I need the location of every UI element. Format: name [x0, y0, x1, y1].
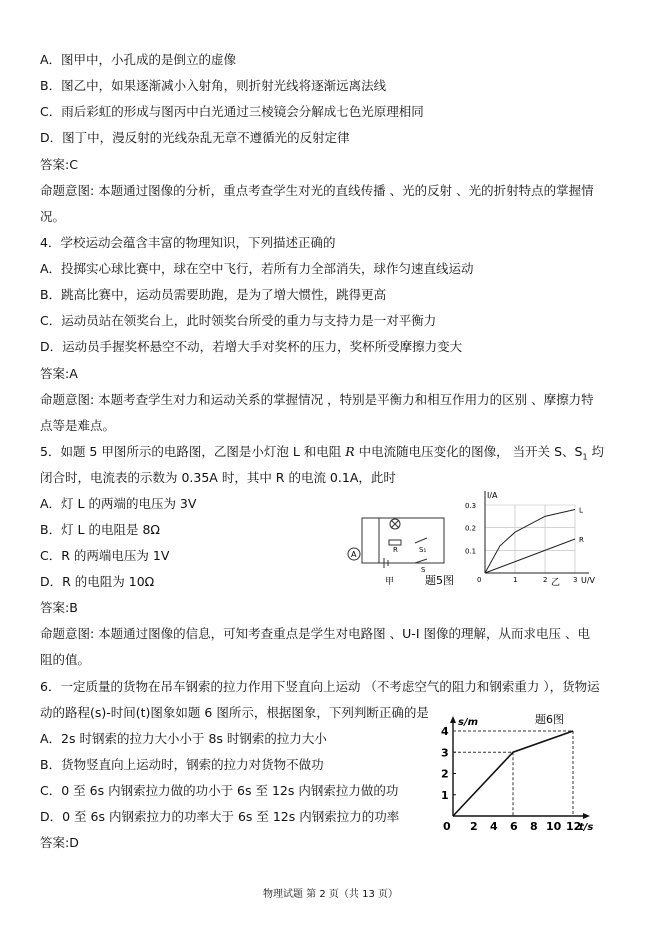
q6-stem-line2: 动的路程(s)-时间(t)图象如题 6 图所示，根据图象，下列判断正确的是	[40, 705, 429, 720]
y-tick-label: 3	[441, 746, 449, 760]
q5-stem-line2: 闭合时，电流表的示数为 0.35A 时，其中 R 的电流 0.1A，此时	[40, 470, 396, 485]
x-tick-label: 2	[470, 820, 478, 833]
circuit-outer-wire	[362, 518, 444, 563]
resistor-icon	[389, 540, 401, 545]
resistor-label: R	[393, 546, 398, 554]
q5-intent-line1: 命题意图: 本题通过图像的信息，可知考查重点是学生对电路图 、U-I 图像的理解，从而求电压 、电	[40, 626, 590, 641]
x-tick-label: 3	[573, 576, 578, 584]
x-tick-label: 4	[490, 820, 498, 833]
x-tick-label: 6	[510, 820, 518, 833]
q3-intent-line1: 命题意图: 本题通过图像的分析，重点考查学生对光的直线传播 、光的反射 、光的折射特点的掌握情	[40, 183, 594, 198]
x-axis-arrow	[583, 813, 590, 819]
x-tick-label: 1	[513, 576, 518, 584]
q3-option-d: D．图丁中，漫反射的光线杂乱无章不遵循光的反射定律	[40, 130, 350, 145]
x-tick-label: 0	[477, 576, 482, 584]
x-tick-label: 12	[566, 820, 582, 833]
q6-option-a: A．2s 时钢索的拉力大小小于 8s 时钢索的拉力大小	[40, 731, 327, 746]
figure-5-caption: 题5图	[425, 574, 454, 587]
series-L-line	[485, 510, 575, 573]
q6-option-b: B．货物竖直向上运动时，钢索的拉力对货物不做功	[40, 757, 324, 772]
x-axis-label: U/V	[581, 576, 596, 585]
y-tick-label: 1	[441, 788, 449, 802]
series-R-label: R	[579, 536, 584, 544]
q5-stem-r-symbol: R	[345, 444, 355, 459]
y-tick-label: 4	[441, 725, 449, 738]
q4-option-c: C．运动员站在领奖台上，此时领奖台所受的重力与支持力是一对平衡力	[40, 313, 437, 328]
switch1-label: S₁	[419, 546, 427, 554]
figure-6-caption: 题6图	[535, 713, 564, 726]
q5-intent-line2: 阻的值。	[40, 652, 91, 667]
q4-option-d: D．运动员手握奖杯悬空不动，若增大手对奖杯的压力，奖杯所受摩擦力变大	[40, 339, 463, 354]
q5-stem-line1	[40, 444, 604, 466]
q5-option-c: C．R 的两端电压为 1V	[40, 548, 170, 563]
q5-answer: 答案:B	[40, 600, 78, 615]
switch1-icon	[415, 538, 427, 543]
q6-answer: 答案:D	[40, 835, 79, 850]
q4-option-b: B．跳高比赛中，运动员需要助跑，是为了增大惯性，跳得更高	[40, 287, 387, 302]
circuit-diagram	[348, 518, 444, 568]
q4-option-a: A．投掷实心球比赛中，球在空中飞行，若所有力全部消失，球作匀速直线运动	[40, 261, 474, 276]
q3-option-c: C．雨后彩虹的形成与图丙中白光通过三棱镜会分解成七色光原理相同	[40, 104, 424, 119]
y-tick-label: 0.3	[465, 502, 477, 510]
ammeter-label: A	[351, 550, 357, 559]
q5-stem-subscript: 1	[582, 452, 588, 462]
q3-answer: 答案:C	[40, 157, 78, 172]
q6-stem-line1: 6．一定质量的货物在吊车钢索的拉力作用下竖直向上运动 （不考虑空气的阻力和钢索重力 ），货物运	[40, 679, 600, 694]
y-tick-label: 0.2	[465, 524, 477, 533]
y-axis-label: s/m	[458, 717, 479, 728]
q4-stem: 4．学校运动会蕴含丰富的物理知识，下列描述正确的	[40, 235, 336, 250]
y-tick-label: 2	[441, 767, 449, 781]
iu-graph	[465, 491, 596, 588]
switch-label: S	[421, 566, 426, 574]
q5-option-b: B．灯 L 的电阻是 8Ω	[40, 522, 160, 537]
figure-5	[335, 488, 610, 588]
series-L-label: L	[579, 506, 583, 515]
q4-intent-line2: 点等是难点。	[40, 418, 116, 433]
q5-stem-part2: 中电流随电压变化的图像， 当开关 S、S	[354, 444, 583, 459]
y-tick-label: 0.1	[465, 547, 477, 556]
q4-answer: 答案:A	[40, 366, 78, 381]
graph-caption: 乙	[551, 578, 561, 588]
y-axis-arrow	[450, 716, 456, 723]
series-R-line	[485, 539, 575, 573]
st-graph	[441, 716, 593, 833]
figure-6	[425, 708, 600, 838]
q6-option-c: C．0 至 6s 内钢索拉力做的功小于 6s 至 12s 内钢索拉力做的功	[40, 783, 399, 798]
q4-intent-line1: 命题意图: 本题考查学生对力和运动关系的掌握情况 ，特别是平衡力和相互作用力的区别 、摩擦力特	[40, 392, 594, 407]
x-axis-label: t/s	[579, 822, 594, 833]
page-footer: 物理试题 第 2 页（共 13 页）	[263, 889, 398, 900]
y-axis-label: I/A	[487, 491, 498, 500]
q6-option-d: D．0 至 6s 内钢索拉力的功率大于 6s 至 12s 内钢索拉力的功率	[40, 809, 400, 824]
circuit-caption: 甲	[385, 577, 395, 587]
x-tick-label: 2	[543, 576, 548, 584]
q5-option-a: A．灯 L 的两端的电压为 3V	[40, 496, 197, 511]
x-tick-label: 8	[530, 820, 538, 833]
q5-stem-part1: 5．如题 5 甲图所示的电路图，乙图是小灯泡 L 和电阻	[40, 444, 346, 459]
q3-option-a: A．图甲中，小孔成的是倒立的虚像	[40, 52, 237, 67]
q3-option-b: B．图乙中，如果逐渐减小入射角，则折射光线将逐渐远离法线	[40, 78, 387, 93]
x-tick-label: 0	[443, 820, 451, 833]
switch-icon	[415, 559, 427, 563]
q5-option-d: D．R 的电阻为 10Ω	[40, 574, 155, 589]
q5-stem-part3: 均	[587, 444, 605, 459]
x-tick-label: 10	[546, 820, 562, 833]
q3-intent-line2: 况。	[40, 209, 66, 224]
